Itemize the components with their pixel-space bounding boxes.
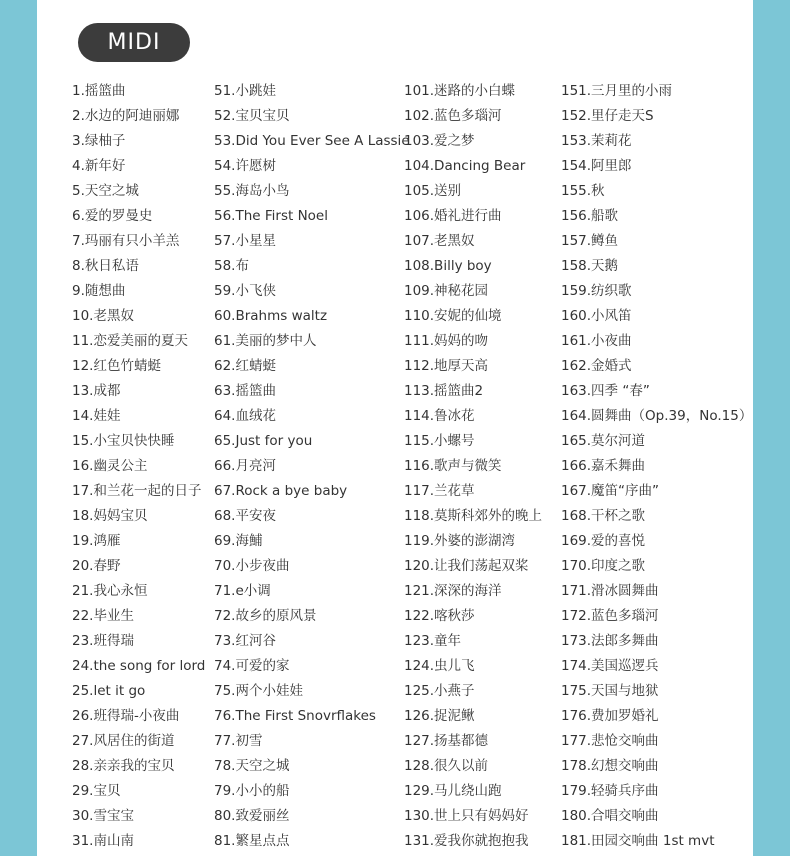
song-item: 129.马儿绕山跑 — [404, 783, 502, 799]
song-item: 12.红色竹蜻蜓 — [72, 358, 161, 374]
song-item: 162.金婚式 — [561, 358, 632, 374]
song-item: 152.里仔走天S — [561, 108, 654, 124]
song-item: 168.干杯之歌 — [561, 508, 646, 524]
song-item: 163.四季 “春” — [561, 383, 650, 399]
song-item: 31.南山南 — [72, 833, 134, 849]
song-item: 108.Billy boy — [404, 258, 492, 274]
song-item: 128.很久以前 — [404, 758, 489, 774]
song-item: 74.可爱的家 — [214, 658, 290, 674]
song-item: 52.宝贝宝贝 — [214, 108, 290, 124]
song-item: 169.爱的喜悦 — [561, 533, 646, 549]
song-column-4 — [561, 79, 751, 854]
song-item: 159.纺织歌 — [561, 283, 632, 299]
song-item: 151.三月里的小雨 — [561, 83, 673, 99]
song-item: 8.秋日私语 — [72, 258, 139, 274]
song-item: 121.深深的海洋 — [404, 583, 502, 599]
song-item: 72.故乡的原风景 — [214, 608, 317, 624]
song-item: 118.莫斯科郊外的晚上 — [404, 508, 543, 524]
song-item: 16.幽灵公主 — [72, 458, 148, 474]
song-item: 53.Did You Ever See A Lassie — [214, 133, 410, 149]
song-item: 24.the song for lord — [72, 658, 206, 674]
song-item: 120.让我们荡起双桨 — [404, 558, 529, 574]
song-item: 166.嘉禾舞曲 — [561, 458, 646, 474]
song-column-1 — [72, 79, 212, 854]
song-item: 156.船歌 — [561, 208, 619, 224]
song-item: 106.婚礼进行曲 — [404, 208, 502, 224]
song-item: 103.爱之梦 — [404, 133, 475, 149]
song-item: 20.春野 — [72, 558, 121, 574]
song-item: 127.扬基都德 — [404, 733, 489, 749]
song-item: 113.摇篮曲2 — [404, 383, 484, 399]
song-item: 119.外婆的澎湖湾 — [404, 533, 516, 549]
song-item: 109.神秘花园 — [404, 283, 489, 299]
song-item: 102.蓝色多瑙河 — [404, 108, 502, 124]
song-item: 177.悲怆交响曲 — [561, 733, 659, 749]
song-item: 164.圆舞曲（Op.39，No.15） — [561, 408, 753, 424]
song-item: 173.法郎多舞曲 — [561, 633, 659, 649]
song-item: 22.毕业生 — [72, 608, 134, 624]
song-item: 154.阿里郎 — [561, 158, 632, 174]
song-item: 124.虫儿飞 — [404, 658, 475, 674]
song-item: 75.两个小娃娃 — [214, 683, 303, 699]
song-item: 167.魔笛“序曲” — [561, 483, 660, 499]
song-item: 158.天鹅 — [561, 258, 619, 274]
song-item: 1.摇篮曲 — [72, 83, 126, 99]
song-item: 73.红河谷 — [214, 633, 276, 649]
song-item: 126.捉泥鳅 — [404, 708, 475, 724]
song-item: 123.童年 — [404, 633, 462, 649]
song-item: 17.和兰花一起的日子 — [72, 483, 202, 499]
song-item: 58.布 — [214, 258, 249, 274]
song-item: 56.The First Noel — [214, 208, 328, 224]
song-item: 78.天空之城 — [214, 758, 290, 774]
song-item: 157.鳟鱼 — [561, 233, 619, 249]
song-item: 101.迷路的小白蝶 — [404, 83, 516, 99]
song-item: 10.老黑奴 — [72, 308, 134, 324]
song-item: 61.美丽的梦中人 — [214, 333, 317, 349]
song-item: 176.费加罗婚礼 — [561, 708, 659, 724]
song-item: 54.许愿树 — [214, 158, 276, 174]
song-item: 18.妈妈宝贝 — [72, 508, 148, 524]
song-item: 171.滑冰圆舞曲 — [561, 583, 659, 599]
song-item: 19.鸿雁 — [72, 533, 121, 549]
song-item: 28.亲亲我的宝贝 — [72, 758, 175, 774]
song-item: 7.玛丽有只小羊羔 — [72, 233, 180, 249]
song-item: 112.地厚天高 — [404, 358, 489, 374]
song-item: 165.莫尔河道 — [561, 433, 646, 449]
midi-badge: MIDI — [78, 23, 190, 62]
song-item: 170.印度之歌 — [561, 558, 646, 574]
song-item: 62.红蜻蜓 — [214, 358, 276, 374]
song-item: 160.小风笛 — [561, 308, 632, 324]
song-item: 110.安妮的仙境 — [404, 308, 502, 324]
song-item: 14.娃娃 — [72, 408, 121, 424]
song-item: 107.老黑奴 — [404, 233, 475, 249]
song-item: 79.小小的船 — [214, 783, 290, 799]
song-item: 125.小燕子 — [404, 683, 475, 699]
song-item: 66.月亮河 — [214, 458, 276, 474]
song-item: 116.歌声与微笑 — [404, 458, 502, 474]
song-item: 13.成都 — [72, 383, 121, 399]
song-item: 59.小飞侠 — [214, 283, 276, 299]
song-item: 63.摇篮曲 — [214, 383, 276, 399]
song-item: 65.Just for you — [214, 433, 313, 449]
song-item: 178.幻想交响曲 — [561, 758, 659, 774]
song-item: 104.Dancing Bear — [404, 158, 526, 174]
song-item: 130.世上只有妈妈好 — [404, 808, 529, 824]
song-item: 5.天空之城 — [72, 183, 139, 199]
song-item: 64.血绒花 — [214, 408, 276, 424]
song-item: 111.妈妈的吻 — [404, 333, 489, 349]
song-item: 68.平安夜 — [214, 508, 276, 524]
song-item: 122.喀秋莎 — [404, 608, 475, 624]
song-item: 26.班得瑞-小夜曲 — [72, 708, 180, 724]
song-item: 57.小星星 — [214, 233, 276, 249]
song-item: 29.宝贝 — [72, 783, 121, 799]
song-item: 51.小跳娃 — [214, 83, 276, 99]
song-item: 71.e小调 — [214, 583, 271, 599]
song-item: 21.我心永恒 — [72, 583, 148, 599]
song-item: 161.小夜曲 — [561, 333, 632, 349]
song-item: 114.鲁冰花 — [404, 408, 475, 424]
song-item: 115.小螺号 — [404, 433, 475, 449]
song-item: 25.let it go — [72, 683, 146, 699]
song-item: 105.送别 — [404, 183, 462, 199]
song-item: 131.爱我你就抱抱我 — [404, 833, 529, 849]
song-item: 15.小宝贝快快睡 — [72, 433, 175, 449]
song-item: 77.初雪 — [214, 733, 263, 749]
song-item: 76.The First Snovrflakes — [214, 708, 376, 724]
song-item: 9.随想曲 — [72, 283, 126, 299]
song-item: 60.Brahms waltz — [214, 308, 328, 324]
song-item: 174.美国巡逻兵 — [561, 658, 659, 674]
song-item: 81.繁星点点 — [214, 833, 290, 849]
song-item: 11.恋爱美丽的夏天 — [72, 333, 188, 349]
song-item: 179.轻骑兵序曲 — [561, 783, 659, 799]
song-item: 27.风居住的街道 — [72, 733, 175, 749]
song-item: 155.秋 — [561, 183, 605, 199]
song-column-3 — [404, 79, 556, 854]
song-item: 153.茉莉花 — [561, 133, 632, 149]
song-item: 55.海岛小鸟 — [214, 183, 290, 199]
song-item: 30.雪宝宝 — [72, 808, 134, 824]
song-item: 80.致爱丽丝 — [214, 808, 290, 824]
song-column-2 — [214, 79, 410, 854]
song-item: 70.小步夜曲 — [214, 558, 290, 574]
song-item: 180.合唱交响曲 — [561, 808, 659, 824]
song-item: 3.绿柚子 — [72, 133, 126, 149]
song-item: 175.天国与地狱 — [561, 683, 659, 699]
song-item: 181.田园交响曲 1st mvt — [561, 833, 715, 849]
song-item: 2.水边的阿迪丽娜 — [72, 108, 180, 124]
song-item: 69.海鯆 — [214, 533, 263, 549]
song-item: 172.蓝色多瑙河 — [561, 608, 659, 624]
song-item: 117.兰花草 — [404, 483, 475, 499]
song-item: 4.新年好 — [72, 158, 126, 174]
song-item: 67.Rock a bye baby — [214, 483, 348, 499]
song-item: 23.班得瑞 — [72, 633, 134, 649]
song-item: 6.爱的罗曼史 — [72, 208, 153, 224]
